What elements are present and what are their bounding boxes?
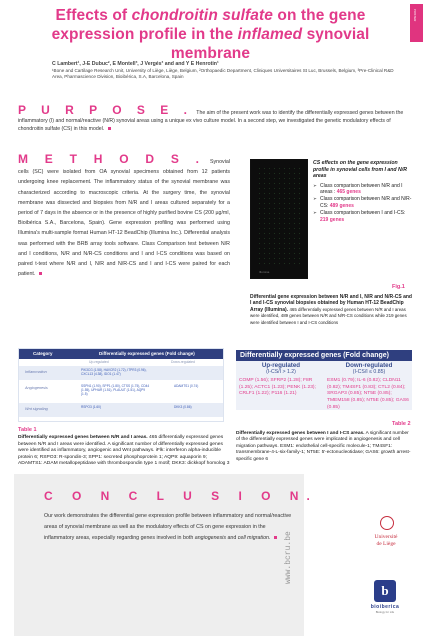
fig1-caption: Differential gene expression between N/R and I, N/R and N/R-CS and I and I-CS synovial biopsies obtained by Human HT-12 BeadChip Array (Illumina). 465 differentially expressed genes between N/R and I areas were identified, 489 genes between N/R and N/R-CS conditions while 219 genes were identified between I and I-CS conditions — [250, 294, 412, 325]
table2-header: Differentially expressed genes (Fold change) — [236, 350, 412, 361]
fig1-summary — [313, 160, 413, 224]
methods-heading: M E T H O D S . — [18, 152, 206, 166]
fig1-title: CS effects on the gene expression profile in synovial cells from I and N/R areas — [313, 160, 407, 180]
conclusion-section — [14, 474, 318, 636]
table1 — [18, 348, 224, 422]
square-bullet-icon — [39, 272, 42, 275]
table2-col-up: Up-regulated (I-CS/I > 1.2) — [261, 362, 301, 375]
beadchip-pattern — [257, 166, 303, 266]
purpose-heading: P U R P O S E . — [18, 103, 193, 117]
poster-title: Effects of chondroitin sulfate on the gene expression profile in the inflamed synovial membrane — [51, 7, 370, 62]
table1-col-genes: Differentially expressed genes (Fold change) — [99, 351, 195, 356]
website-url[interactable]: www.bcru.be — [284, 531, 293, 584]
list-item: ➢ Class comparison between I and I-CS: 219 genes — [313, 210, 413, 223]
bioiberica-b-icon: b — [374, 580, 396, 602]
purpose-text: The aim of the present work was to identify the differentially expressed genes between the inflammatory (I) and normal/reactive (N/R) synovial areas using a unique ex vivo culture model. In a second step, we investigated the genetic modulatory effects of chondroitin sulfate (CS) in this model. — [18, 110, 404, 132]
bioiberica-logo: b bioiberica Biology for Life — [356, 580, 414, 616]
beadchip-image — [250, 159, 308, 279]
table1-header — [19, 349, 223, 359]
methods-text: Synovial cells (SC) were isolated from OA synovial specimens obtained from 12 patients undergoing knee replacement. The inflammatory status of the synovial membrane was characterized according to macroscopic criteria. At the surgery time, the synovial membrane was dissected and biopsies from N/R and I areas cultured separately for a period of 7 days in the absence or in the presence of highly purified bovine CS (200 µg/ml, Bioibérica S.A., Barcelona, Spain). Gene expression profiling was performed using Illumina's multi-sample format Human HT-12 BeadChip (Illumina Inc.). Differential analysis was performed with the BRB array tools software. Class Comparison test between N/R and I conditions, N/R and N/R-CS conditions and I and I-CS conditions was based on paired t-test where N/R and I, N/R and N/R-CS and I and I-CS were paired for each patient. — [18, 159, 230, 278]
table-row: Wnt signaling RSPO3 (1.60) DKK3 (0.86) — [19, 403, 223, 417]
table1-sub-up: Up-regulated — [89, 360, 109, 364]
poster-header — [0, 0, 427, 82]
purpose-section — [18, 103, 410, 133]
university-emblem-icon — [380, 516, 394, 530]
table2-label: Table 2 — [392, 421, 411, 427]
table1-caption: Differentially expressed genes between N/R and I areas. 465 differentially expressed genes between N/R and I areas were identified. A significant number of differentially expressed genes were identified as inflammatory, angiogenic and Wnt pathways. iFlk: interferon alpha-inducible protein 6; RSPO3: R-spondin-3; SPP1: secreted phosphoprotein 1; AQP9: aquaporin 9; ADAMTS1: ADAM metallopeptidase with thrombospondin type 1 motif; DKK3: dickkopf homolog 3 — [18, 435, 230, 466]
table2 — [236, 350, 412, 410]
square-bullet-icon — [274, 536, 277, 539]
table2-caption: Differentially expressed genes between I and I-CS areas. A significant number of the differentially expressed genes were implicated in angiogenesis and cell migration pathways. ESM1: endothelial cell-specific molecule-1; TM4SF1: transmembrane-4-L-six-family-1; NT5E: 5'-ectonucleotidase; GAS6: growth arrest-specific gene 6 — [236, 431, 411, 462]
fig1-label: Fig.1 — [392, 284, 405, 290]
table-row: Angiogenesis SSPN1 (1.90), SPP1 (1.80), CTSS (1.75), CD44 (1.55), UPHAR (1.51), PLAUUT (1.51), AQP9 (1.5) ADAMTS1 (0.74) — [25, 384, 199, 397]
table1-col-category: Category — [33, 351, 53, 356]
conclusion-text: Our work demonstrates the differential gene expression profile between inflammatory and normal/reactive areas of synovial membrane as well as the modulatory effects of CS on gene expression in the inflammatory areas, especially regarding genes involved in both angiogenesis and cell migration. — [44, 513, 292, 541]
table-row: Inflammation PIK3CG (1.58), HAVCR2 (1.72), ITPR3 (0.96), CXCL13 (4.38), IDO1 (1.47) — [19, 366, 223, 380]
table1-label: Table 1 — [18, 427, 37, 433]
side-tab: POSTER — [410, 4, 423, 42]
square-bullet-icon — [108, 127, 111, 130]
list-item: ➢ Class comparison between N/R and N/R-CS: 489 genes — [313, 196, 413, 209]
table2-down-genes: ESM1 (0.79); IL-6 (0.82); CLDN11 (0.82); TM4SF1 (0.83); CTL2 (0.84); SRGAP3 (0.85); NT5E (0.85); TMEM158 (0.85); NT5E (0.85); GAS6 (0.85) — [327, 378, 409, 410]
university-logo: Université de Liège — [362, 516, 410, 556]
table2-col-down: Down-regulated (I-CS/I ≤ 0.85) — [345, 362, 393, 375]
beadchip-label: Illumina — [259, 270, 270, 274]
author-names: C Lambert¹, J-E Dubuc², E Montell³, J Vergés³ and and Y E Henrotin¹ — [52, 61, 219, 67]
fig1-list — [313, 183, 413, 224]
methods-section — [18, 154, 230, 279]
affiliations: ¹Bone and Cartilage Research Unit, University of Liège, Liège, Belgium, ²Orthopaedic Department, Cliniques Universitaires St Luc, Brussels, Belgium, ³Pre-Clinical R&D Area, Pharmascience Division, Bioibérica, S.A, Barcelona, Spain — [52, 68, 394, 79]
list-item: ➢ Class comparison between N/R and I areas : 465 genes — [313, 183, 413, 196]
author-block — [52, 61, 397, 80]
table1-sub-down: Down-regulated — [171, 360, 195, 364]
table2-up-genes: COMP (1.56); SFRP2 (1.28); F8R (1.25); ACTC1 (1.23); PENK (1.23); CRLF1 (1.22); P116 (1.21) — [239, 378, 316, 397]
conclusion-heading: C O N C L U S I O N. — [44, 489, 318, 503]
